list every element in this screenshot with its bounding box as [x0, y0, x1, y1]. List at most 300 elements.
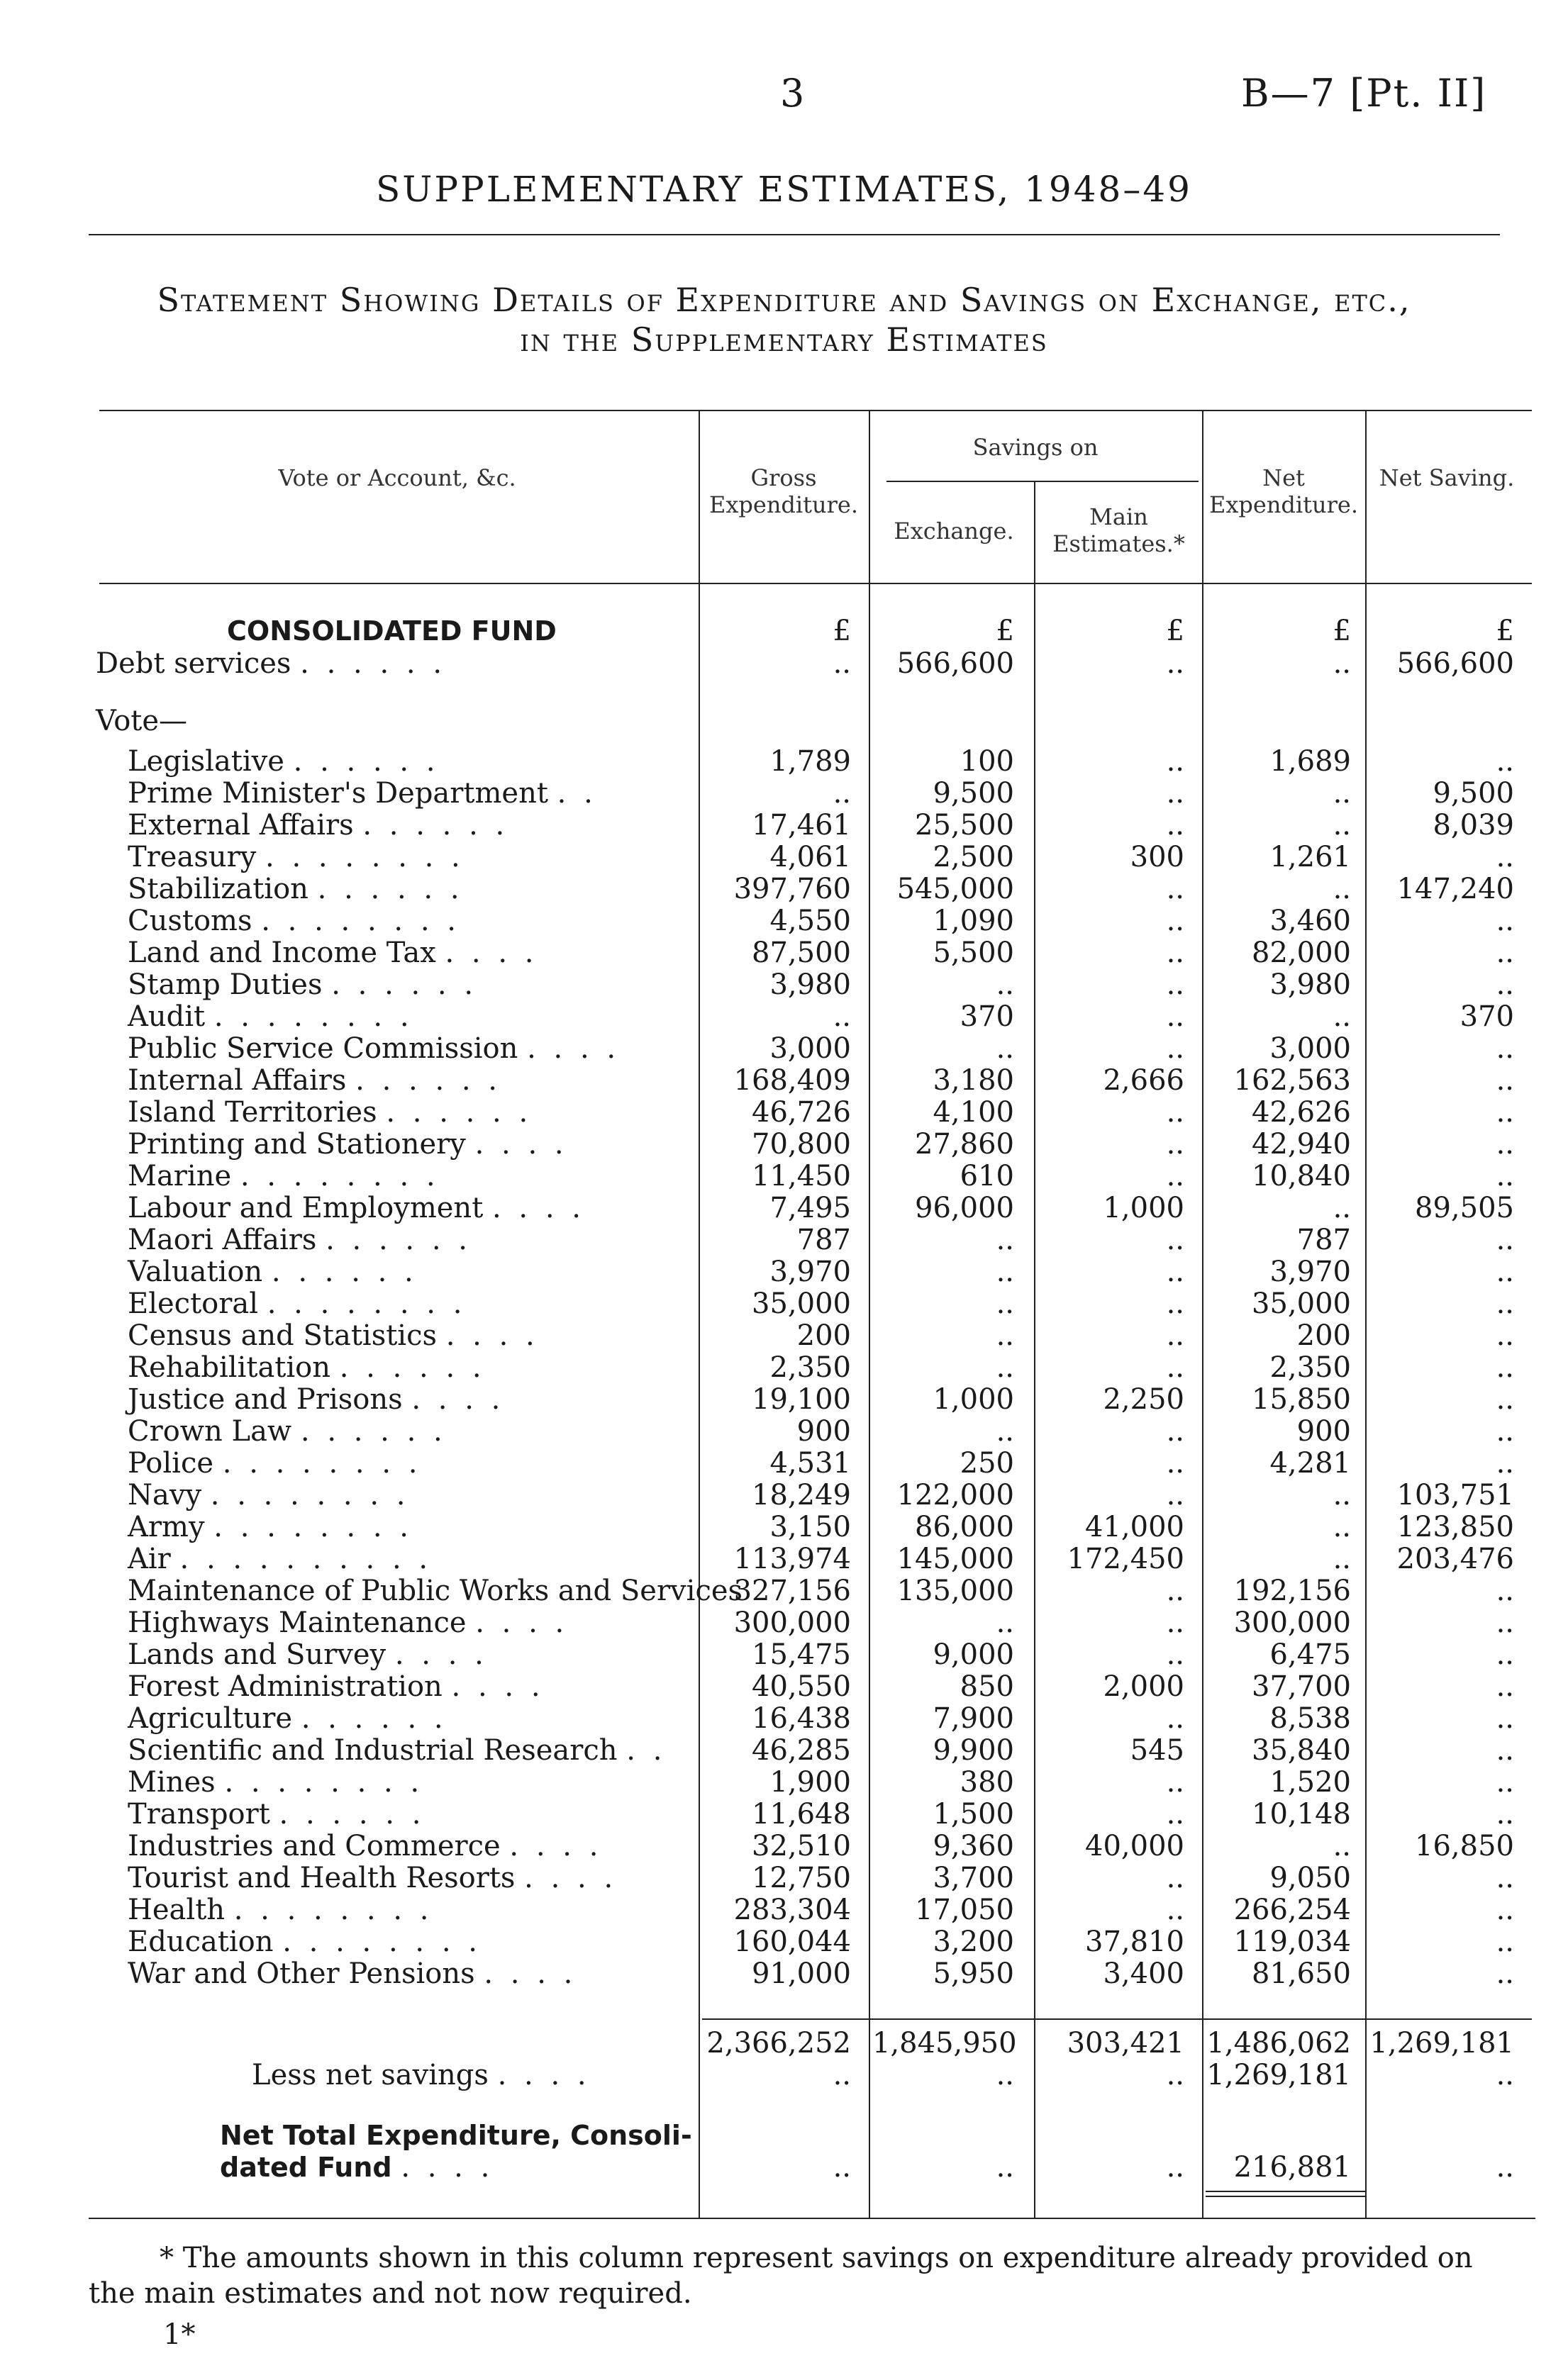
row-label: Forest Administration . . . .: [128, 1670, 545, 1703]
subtitle-line-2: in the Supplementary Estimates: [520, 320, 1048, 359]
title-rule: [89, 234, 1500, 235]
main-estimates-cell: 172,450: [1067, 1543, 1184, 1575]
net-expenditure-cell: ..: [1333, 1479, 1351, 1512]
exchange-cell: 1,000: [933, 1383, 1014, 1416]
net-saving-cell: ..: [1496, 1128, 1514, 1161]
exchange-cell: 370: [960, 1000, 1014, 1033]
main-estimates-cell: ..: [1166, 1351, 1184, 1384]
subtitle-line-1: Statement Showing Details of Expenditure and Savings on Exchange, etc.,: [157, 281, 1411, 319]
net-saving-cell: ..: [1496, 1607, 1514, 1639]
exchange-cell: 145,000: [896, 1543, 1014, 1575]
exchange-cell: 4,100: [933, 1096, 1014, 1129]
leader-dots: . . . . . . . .: [233, 1894, 433, 1926]
leader-dots: . . . . . .: [326, 1224, 472, 1256]
net-expenditure-cell: 4,281: [1269, 1447, 1351, 1480]
gross-cell: 1,900: [769, 1766, 851, 1799]
gross-cell: 15,475: [752, 1638, 851, 1671]
main-estimates-cell: ..: [1166, 1862, 1184, 1894]
main-estimates-cell: ..: [1166, 1638, 1184, 1671]
leader-dots: . .: [626, 1734, 667, 1767]
net-saving-cell: 103,751: [1396, 1479, 1514, 1512]
leader-dots: . . . . . .: [317, 873, 464, 905]
main-estimates-cell: 2,250: [1103, 1383, 1184, 1416]
net-expenditure-cell: 3,980: [1269, 968, 1351, 1001]
exchange-cell: ..: [996, 1224, 1014, 1256]
net-saving-cell: ..: [1496, 1032, 1514, 1065]
row-label: Industries and Commerce . . . .: [128, 1830, 603, 1862]
exchange-cell: 86,000: [915, 1511, 1014, 1543]
gross-cell: 12,750: [752, 1862, 851, 1894]
net-expenditure-cell: ..: [1333, 777, 1351, 810]
col-divider: [869, 411, 870, 2219]
exchange-cell: ..: [996, 2059, 1014, 2091]
gross-cell: 19,100: [752, 1383, 851, 1416]
row-label: Lands and Survey . . . .: [128, 1638, 488, 1671]
col-net-expenditure-header: Net Expenditure.: [1208, 464, 1359, 518]
leader-dots: . . . .: [411, 1383, 505, 1416]
gross-cell: 3,150: [769, 1511, 851, 1543]
gross-cell: 91,000: [752, 1957, 851, 1990]
page-number: 3: [780, 71, 805, 116]
leader-dots: . . . .: [484, 1957, 577, 1990]
net-saving-cell: 9,500: [1433, 777, 1514, 810]
leader-dots: . . . .: [509, 1830, 603, 1862]
row-label: Crown Law . . . . . .: [128, 1415, 447, 1448]
net-saving-cell: ..: [1496, 1160, 1514, 1192]
net-expenditure-cell: 1,269,181: [1206, 2059, 1351, 2091]
net-expenditure-cell: ..: [1333, 1192, 1351, 1224]
net-expenditure-cell: 900: [1296, 1415, 1351, 1448]
gross-cell: 283,304: [733, 1894, 851, 1926]
main-estimates-cell: 2,000: [1103, 1670, 1184, 1703]
gross-cell: 160,044: [733, 1926, 851, 1958]
net-saving-cell: ..: [1496, 1862, 1514, 1894]
net-expenditure-cell: 300,000: [1233, 1607, 1351, 1639]
net-saving-cell: ..: [1496, 2151, 1514, 2184]
gross-cell: 70,800: [752, 1128, 851, 1161]
row-label: Navy . . . . . . . .: [128, 1479, 410, 1512]
net-saving-cell: ..: [1496, 841, 1514, 873]
gross-cell: 4,550: [769, 905, 851, 937]
main-estimates-cell: ..: [1166, 1702, 1184, 1735]
net-expenditure-cell: 1,520: [1269, 1766, 1351, 1799]
main-estimates-cell: ..: [1166, 2059, 1184, 2091]
net-expenditure-cell: 2,350: [1269, 1351, 1351, 1384]
exchange-cell: 17,050: [915, 1894, 1014, 1926]
leader-dots: . . . . . .: [293, 745, 440, 778]
col-net-saving-header: Net Saving.: [1379, 464, 1515, 491]
net-expenditure-cell: 1,261: [1269, 841, 1351, 873]
net-saving-cell: ..: [1496, 1224, 1514, 1256]
net-saving-cell: ..: [1496, 1670, 1514, 1703]
exchange-cell: 27,860: [915, 1128, 1014, 1161]
gross-cell: 113,974: [733, 1543, 851, 1575]
col-savings-header: Savings on: [972, 434, 1099, 461]
main-estimates-cell: ..: [1166, 1894, 1184, 1926]
main-estimates-cell: ..: [1166, 777, 1184, 810]
page-title: SUPPLEMENTARY ESTIMATES, 1948–49: [376, 169, 1192, 210]
leader-dots: . . . .: [492, 1192, 586, 1224]
totals-rule: [702, 2018, 1532, 2020]
net-saving-cell: ..: [1496, 968, 1514, 1001]
gross-cell: 200: [796, 1319, 851, 1352]
statement-subtitle: [0, 280, 1568, 359]
exchange-cell: 2,500: [933, 841, 1014, 873]
gross-cell: ..: [833, 2151, 851, 2184]
row-label: War and Other Pensions . . . .: [128, 1957, 577, 1990]
row-label: Public Service Commission . . . .: [128, 1032, 621, 1065]
net-saving-cell: ..: [1496, 1319, 1514, 1352]
gross-cell: 46,726: [752, 1096, 851, 1129]
main-estimates-cell: ..: [1166, 1096, 1184, 1129]
exchange-cell: ..: [996, 1415, 1014, 1448]
exchange-cell: 1,500: [933, 1798, 1014, 1831]
exchange-cell: ..: [996, 1351, 1014, 1384]
double-rule-bottom: [1206, 2196, 1365, 2197]
row-label: Marine . . . . . . . .: [128, 1160, 440, 1192]
col-gross-header: Gross Expenditure.: [708, 464, 859, 518]
main-estimates-cell: 41,000: [1085, 1511, 1184, 1543]
leader-dots: . . . . . .: [300, 1415, 447, 1448]
gross-cell: 787: [796, 1224, 851, 1256]
main-estimates-cell: ..: [1166, 1447, 1184, 1480]
double-rule-top: [1206, 2191, 1365, 2192]
net-expenditure-cell: 9,050: [1269, 1862, 1351, 1894]
exchange-cell: 135,000: [896, 1575, 1014, 1607]
main-estimates-cell: ..: [1166, 873, 1184, 905]
net-saving-cell: ..: [1496, 2059, 1514, 2091]
main-estimates-cell: ..: [1166, 1128, 1184, 1161]
row-label: Prime Minister's Department . .: [128, 777, 597, 810]
net-saving-cell: ..: [1496, 937, 1514, 969]
gross-cell: 17,461: [752, 809, 851, 842]
main-estimates-cell: 40,000: [1085, 1830, 1184, 1862]
row-label: Internal Affairs . . . . . .: [128, 1064, 502, 1097]
row-label: Rehabilitation . . . . . .: [128, 1351, 486, 1384]
gross-cell: 3,000: [769, 1032, 851, 1065]
gross-cell: 2,350: [769, 1351, 851, 1384]
gross-cell: 16,438: [752, 1702, 851, 1735]
section-heading: CONSOLIDATED FUND: [227, 615, 557, 647]
net-expenditure-cell: 3,970: [1269, 1256, 1351, 1288]
net-expenditure-cell: ..: [1333, 1830, 1351, 1862]
exchange-cell: 9,000: [933, 1638, 1014, 1671]
row-label: Maintenance of Public Works and Services: [128, 1575, 743, 1607]
exchange-cell: 566,600: [896, 647, 1014, 680]
gross-cell: 900: [796, 1415, 851, 1448]
net-saving-cell: ..: [1496, 745, 1514, 778]
exchange-cell: ..: [996, 1256, 1014, 1288]
main-estimates-cell: ..: [1166, 1256, 1184, 1288]
net-saving-cell: ..: [1496, 1383, 1514, 1416]
exchange-cell: 9,900: [933, 1734, 1014, 1767]
main-estimates-cell: ..: [1166, 2151, 1184, 2184]
net-saving-cell: ..: [1496, 1894, 1514, 1926]
row-label: Labour and Employment . . . .: [128, 1192, 586, 1224]
net-expenditure-cell: 42,626: [1252, 1096, 1351, 1129]
net-expenditure-cell: 37,700: [1252, 1670, 1351, 1703]
exchange-cell: 610: [960, 1160, 1014, 1192]
row-label: Scientific and Industrial Research . .: [128, 1734, 667, 1767]
gross-cell: 40,550: [752, 1670, 851, 1703]
leader-dots: . . . .: [497, 2059, 591, 2091]
net-saving-cell: ..: [1496, 1798, 1514, 1831]
exchange-cell: 25,500: [915, 809, 1014, 842]
exchange-cell: 250: [960, 1447, 1014, 1480]
row-label: Electoral . . . . . . . .: [128, 1287, 467, 1320]
net-expenditure-cell: ..: [1333, 1543, 1351, 1575]
leader-dots: . . . . . . . .: [265, 841, 465, 873]
net-expenditure-cell: 1,689: [1269, 745, 1351, 778]
net-expenditure-cell: 119,034: [1233, 1926, 1351, 1958]
net-saving-cell: 147,240: [1396, 873, 1514, 905]
net-saving-cell: ..: [1496, 1638, 1514, 1671]
col-exchange-header: Exchange.: [894, 518, 1014, 544]
gross-cell: 168,409: [733, 1064, 851, 1097]
exchange-cell: 850: [960, 1670, 1014, 1703]
leader-dots: . . . .: [524, 1862, 618, 1894]
gross-cell: ..: [833, 647, 851, 680]
currency-symbol: £: [1496, 615, 1514, 647]
gross-cell: ..: [833, 1000, 851, 1033]
gross-cell: 327,156: [733, 1575, 851, 1607]
main-estimates-cell: ..: [1166, 1287, 1184, 1320]
net-expenditure-cell: ..: [1333, 873, 1351, 905]
document-reference: B—7 [Pt. II]: [1241, 71, 1487, 116]
currency-symbol: £: [833, 615, 851, 647]
main-estimates-cell: 1,000: [1103, 1192, 1184, 1224]
net-saving-cell: ..: [1496, 1447, 1514, 1480]
leader-dots: . . . . . . . .: [240, 1160, 440, 1192]
header-top-rule: [99, 410, 1532, 411]
less-savings-label: Less net savings . . . .: [252, 2059, 591, 2091]
net-expenditure-cell: 162,563: [1233, 1064, 1351, 1097]
leader-dots: . . . . . .: [279, 1798, 426, 1831]
leader-dots: . . . .: [474, 1128, 568, 1161]
row-label: Agriculture . . . . . .: [128, 1702, 447, 1735]
exchange-cell: 9,360: [933, 1830, 1014, 1862]
exchange-cell: ..: [996, 1032, 1014, 1065]
main-estimates-cell: ..: [1166, 937, 1184, 969]
row-label: Debt services . . . . . .: [96, 647, 447, 680]
vote-heading: Vote—: [96, 705, 188, 737]
net-expenditure-cell: 15,850: [1252, 1383, 1351, 1416]
net-saving-cell: 123,850: [1396, 1511, 1514, 1543]
leader-dots: . . . .: [445, 1319, 539, 1352]
row-label: Island Territories . . . . . .: [128, 1096, 533, 1129]
net-expenditure-cell: 3,460: [1269, 905, 1351, 937]
leader-dots: . . . . . . . .: [267, 1287, 467, 1320]
exchange-cell: 122,000: [896, 1479, 1014, 1512]
gross-cell: 35,000: [752, 1287, 851, 1320]
net-saving-cell: 203,476: [1396, 1543, 1514, 1575]
gross-cell: 3,980: [769, 968, 851, 1001]
main-estimates-cell: 2,666: [1103, 1064, 1184, 1097]
main-estimates-cell: ..: [1166, 1224, 1184, 1256]
exchange-cell: 3,180: [933, 1064, 1014, 1097]
net-expenditure-cell: 266,254: [1233, 1894, 1351, 1926]
main-estimates-cell: ..: [1166, 1032, 1184, 1065]
gross-cell: 11,450: [752, 1160, 851, 1192]
currency-symbol: £: [1333, 615, 1351, 647]
main-estimates-cell: ..: [1166, 968, 1184, 1001]
currency-symbol: £: [1166, 615, 1184, 647]
leader-dots: . . . . . .: [339, 1351, 486, 1384]
row-label: Mines . . . . . . . .: [128, 1766, 424, 1799]
net-expenditure-cell: ..: [1333, 809, 1351, 842]
net-total-label-line1: Net Total Expenditure, Consoli-: [220, 2120, 692, 2151]
leader-dots: . . . .: [445, 937, 538, 969]
exchange-cell: 5,950: [933, 1957, 1014, 1990]
leader-dots: . . . . . .: [300, 647, 447, 680]
net-saving-cell: 370: [1459, 1000, 1514, 1033]
net-total-expenditure: 216,881: [1233, 2151, 1351, 2184]
exchange-cell: ..: [996, 1287, 1014, 1320]
net-expenditure-cell: 8,538: [1269, 1702, 1351, 1735]
exchange-cell: ..: [996, 1607, 1014, 1639]
net-expenditure-cell: 6,475: [1269, 1638, 1351, 1671]
net-saving-cell: 8,039: [1433, 809, 1514, 842]
leader-dots: . . . . . . . .: [213, 1511, 413, 1543]
leader-dots: . . . . . .: [331, 968, 478, 1001]
row-label: Valuation . . . . . .: [128, 1256, 418, 1288]
currency-symbol: £: [996, 615, 1014, 647]
gross-cell: 3,970: [769, 1256, 851, 1288]
net-saving-cell: ..: [1496, 1702, 1514, 1735]
leader-dots: . . . .: [394, 1638, 488, 1671]
col-divider: [1202, 411, 1203, 2219]
net-total-label-line2: dated Fund . . . .: [220, 2151, 494, 2184]
gross-cell: 11,648: [752, 1798, 851, 1831]
net-saving-cell: ..: [1496, 1957, 1514, 1990]
gross-cell: 32,510: [752, 1830, 851, 1862]
row-label: Census and Statistics . . . .: [128, 1319, 539, 1352]
net-saving-cell: ..: [1496, 1766, 1514, 1799]
main-estimates-cell: 3,400: [1103, 1957, 1184, 1990]
exchange-cell: ..: [996, 1319, 1014, 1352]
exchange-cell: 9,500: [933, 777, 1014, 810]
exchange-cell: 3,200: [933, 1926, 1014, 1958]
header-bottom-rule: [99, 583, 1532, 584]
gross-cell: ..: [833, 2059, 851, 2091]
signature-mark: 1*: [163, 2318, 196, 2351]
main-estimates-cell: ..: [1166, 905, 1184, 937]
net-saving-cell: ..: [1496, 1096, 1514, 1129]
row-label: External Affairs . . . . . .: [128, 809, 509, 842]
net-saving-cell: ..: [1496, 905, 1514, 937]
gross-cell: 7,495: [769, 1192, 851, 1224]
savings-sub-rule: [886, 481, 1199, 482]
exchange-cell: 5,500: [933, 937, 1014, 969]
main-estimates-cell: 545: [1130, 1734, 1184, 1767]
main-estimates-cell: ..: [1166, 1607, 1184, 1639]
leader-dots: . . . . . .: [386, 1096, 533, 1129]
row-label: Legislative . . . . . .: [128, 745, 440, 778]
net-expenditure-cell: ..: [1333, 647, 1351, 680]
total-net-expenditure: 1,486,062: [1206, 2027, 1351, 2060]
leader-dots: . . . .: [401, 2151, 494, 2184]
net-saving-cell: ..: [1496, 1064, 1514, 1097]
exchange-cell: ..: [996, 2151, 1014, 2184]
row-label: Maori Affairs . . . . . .: [128, 1224, 472, 1256]
row-label: Highways Maintenance . . . .: [128, 1607, 569, 1639]
row-label: Justice and Prisons . . . .: [128, 1383, 505, 1416]
exchange-cell: 100: [960, 745, 1014, 778]
net-expenditure-cell: 787: [1296, 1224, 1351, 1256]
net-expenditure-cell: ..: [1333, 1511, 1351, 1543]
col-vote-header: Vote or Account, &c.: [278, 464, 516, 491]
row-label: Tourist and Health Resorts . . . .: [128, 1862, 618, 1894]
exchange-cell: 380: [960, 1766, 1014, 1799]
total-main-estimates: 303,421: [1067, 2027, 1184, 2060]
total-net-saving: 1,269,181: [1369, 2027, 1514, 2060]
net-expenditure-cell: 82,000: [1252, 937, 1351, 969]
gross-cell: 4,061: [769, 841, 851, 873]
net-saving-cell: ..: [1496, 1287, 1514, 1320]
gross-cell: 1,789: [769, 745, 851, 778]
leader-dots: . . . .: [475, 1607, 569, 1639]
leader-dots: . . . . . . . .: [282, 1926, 482, 1958]
leader-dots: . .: [557, 777, 597, 810]
row-label: Stamp Duties . . . . . .: [128, 968, 478, 1001]
leader-dots: . . . . . .: [362, 809, 509, 842]
net-expenditure-cell: 10,148: [1252, 1798, 1351, 1831]
row-label: Audit . . . . . . . .: [128, 1000, 413, 1033]
main-estimates-cell: ..: [1166, 1479, 1184, 1512]
main-estimates-cell: ..: [1166, 1000, 1184, 1033]
net-saving-cell: 16,850: [1415, 1830, 1514, 1862]
main-estimates-cell: ..: [1166, 1798, 1184, 1831]
exchange-cell: 1,090: [933, 905, 1014, 937]
exchange-cell: 7,900: [933, 1702, 1014, 1735]
row-label: Health . . . . . . . .: [128, 1894, 433, 1926]
gross-cell: 397,760: [733, 873, 851, 905]
net-saving-cell: ..: [1496, 1256, 1514, 1288]
leader-dots: . . . . . . . .: [261, 905, 460, 937]
gross-cell: 46,285: [752, 1734, 851, 1767]
row-label: Police . . . . . . . .: [128, 1447, 422, 1480]
total-exchange: 1,845,950: [872, 2027, 1017, 2060]
exchange-cell: 3,700: [933, 1862, 1014, 1894]
net-expenditure-cell: 35,840: [1252, 1734, 1351, 1767]
main-estimates-cell: ..: [1166, 809, 1184, 842]
net-saving-cell: ..: [1496, 1926, 1514, 1958]
leader-dots: . . . . . .: [271, 1256, 418, 1288]
gross-cell: ..: [833, 777, 851, 810]
net-expenditure-cell: 35,000: [1252, 1287, 1351, 1320]
net-expenditure-cell: 200: [1296, 1319, 1351, 1352]
exchange-cell: ..: [996, 968, 1014, 1001]
exchange-cell: 96,000: [915, 1192, 1014, 1224]
main-estimates-cell: 300: [1130, 841, 1184, 873]
net-saving-cell: ..: [1496, 1351, 1514, 1384]
row-label: Education . . . . . . . .: [128, 1926, 482, 1958]
main-estimates-cell: ..: [1166, 647, 1184, 680]
main-estimates-cell: ..: [1166, 745, 1184, 778]
main-estimates-cell: 37,810: [1085, 1926, 1184, 1958]
net-saving-cell: 566,600: [1396, 647, 1514, 680]
gross-cell: 87,500: [752, 937, 851, 969]
net-saving-cell: 89,505: [1415, 1192, 1514, 1224]
leader-dots: . . . . . .: [301, 1702, 447, 1735]
net-expenditure-cell: 10,840: [1252, 1160, 1351, 1192]
leader-dots: . . . .: [451, 1670, 545, 1703]
row-label: Treasury . . . . . . . .: [128, 841, 465, 873]
leader-dots: . . . . . .: [355, 1064, 502, 1097]
gross-cell: 300,000: [733, 1607, 851, 1639]
net-expenditure-cell: ..: [1333, 1000, 1351, 1033]
total-gross: 2,366,252: [706, 2027, 851, 2060]
